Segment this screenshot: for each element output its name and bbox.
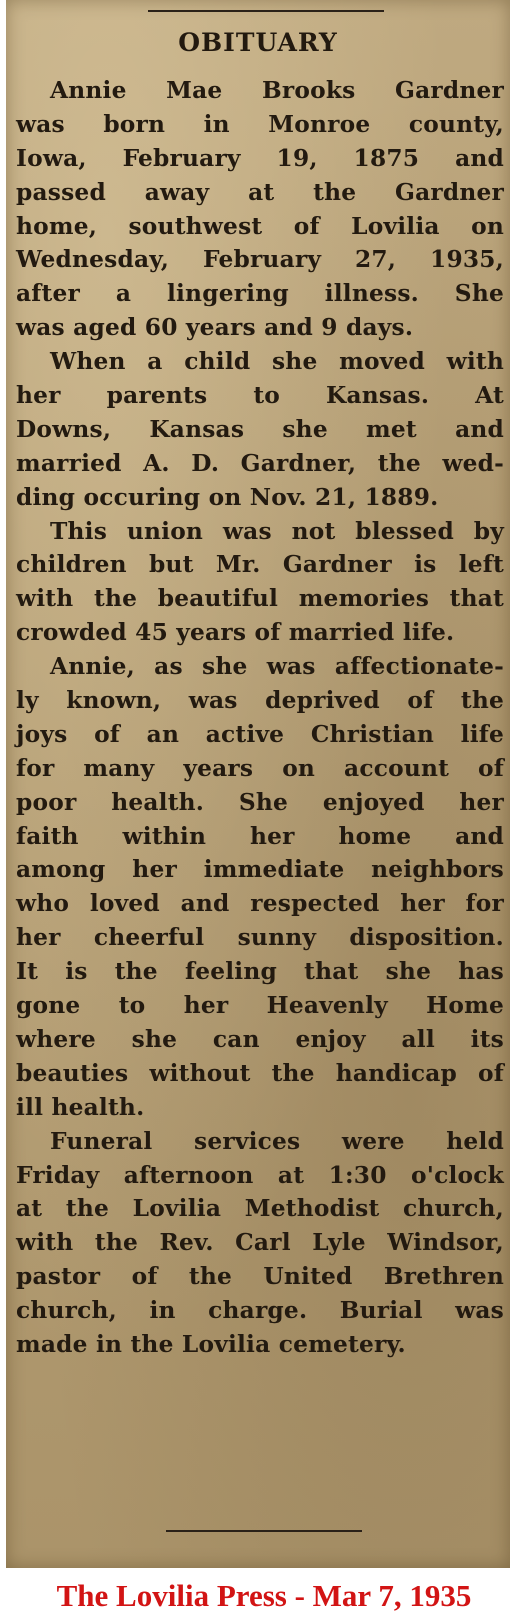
text-line: after a lingering illness. She: [16, 280, 504, 308]
text-line: ill health.: [16, 1093, 145, 1121]
text-line: was aged 60 years and 9 days.: [16, 314, 414, 342]
text-line: Annie Mae Brooks Gardner: [50, 77, 504, 104]
text-line: married A. D. Gardner, the wed-: [16, 449, 504, 477]
text-line: joys of an active Christian life: [16, 720, 504, 748]
text-line: with the beautiful memories that: [16, 585, 504, 613]
text-line: church, in charge. Burial was: [16, 1297, 504, 1325]
text-line: crowded 45 years of married life.: [16, 619, 455, 647]
source-caption: The Lovilia Press - Mar 7, 1935: [56, 1578, 472, 1613]
text-line: beauties without the handicap of: [16, 1059, 504, 1087]
text-line: Downs, Kansas she met and: [16, 415, 504, 443]
text-line: This union was not blessed by: [50, 517, 504, 545]
text-line: Funeral services were held: [50, 1127, 504, 1155]
text-line: Iowa, February 19, 1875 and: [16, 144, 504, 172]
text-line: Annie, as she was affectionate-: [50, 653, 504, 681]
text-line: poor health. She enjoyed her: [16, 788, 504, 816]
text-line: her cheerful sunny disposition.: [16, 924, 504, 952]
text-line: with the Rev. Carl Lyle Windsor,: [16, 1229, 504, 1257]
bottom-rule: [166, 1530, 362, 1532]
text-line: When a child she moved with: [50, 348, 504, 376]
text-line: at the Lovilia Methodist church,: [16, 1195, 504, 1223]
top-rule: [148, 10, 384, 12]
text-line: faith within her home and: [16, 822, 504, 850]
obituary-heading: OBITUARY: [178, 28, 338, 57]
text-line: gone to her Heavenly Home: [16, 992, 504, 1020]
text-line: where she can enjoy all its: [16, 1025, 504, 1053]
text-line: for many years on account of: [16, 754, 504, 782]
text-line: Friday afternoon at 1:30 o'clock: [16, 1161, 504, 1189]
text-line: her parents to Kansas. At: [16, 382, 504, 410]
text-line: among her immediate neighbors: [16, 856, 504, 884]
text-line: who loved and respected her for: [16, 890, 504, 918]
text-line: It is the feeling that she has: [16, 958, 504, 986]
text-line: children but Mr. Gardner is left: [16, 551, 504, 579]
newspaper-clipping: [6, 0, 510, 1568]
text-line: ding occuring on Nov. 21, 1889.: [16, 483, 439, 511]
text-line: made in the Lovilia cemetery.: [16, 1330, 406, 1358]
text-line: was born in Monroe county,: [16, 110, 504, 138]
text-line: Wednesday, February 27, 1935,: [16, 246, 504, 274]
text-line: passed away at the Gardner: [16, 178, 504, 206]
text-line: ly known, was deprived of the: [16, 687, 504, 715]
obituary-body: [16, 74, 504, 1362]
text-line: pastor of the United Brethren: [16, 1263, 504, 1291]
text-line: home, southwest of Lovilia on: [16, 212, 504, 240]
